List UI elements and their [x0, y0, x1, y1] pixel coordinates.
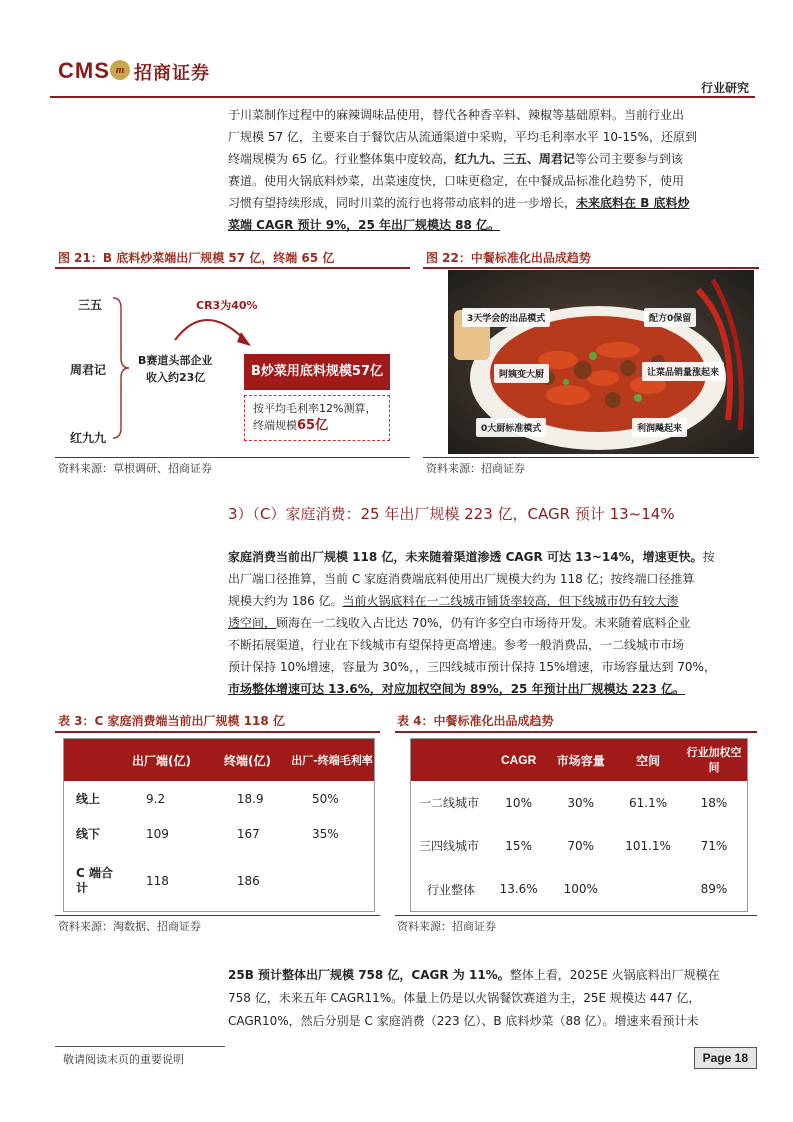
table-row [64, 852, 374, 911]
para1-line: 菜端 CAGR 预计 9%，25 年出厂规模达 88 亿。 [228, 218, 501, 232]
figure-21-top-rule [55, 267, 410, 269]
figure-22-bottom-rule [423, 457, 759, 458]
table-cell: 71% [700, 838, 728, 853]
para2-line: 家庭消费当前出厂规模 118 亿，未来随着渠道渗透 CAGR 可达 13~14%，增速更快。按 [228, 550, 715, 564]
table-cell [290, 852, 374, 911]
figure-22-title: 图 22：中餐标准化出品成趋势 [426, 251, 591, 265]
table-cell: 10% [505, 795, 532, 810]
table-cell: 18.9 [236, 791, 264, 806]
para2-line: 规模大约为 186 亿。当前火锅底料在一二线城市铺货率较高，但下线城市仍有较大渗 [228, 594, 679, 608]
table-3-top-rule [55, 731, 380, 733]
table-cell: 三四线城市 [419, 839, 480, 854]
table-cell: 18% [700, 795, 728, 810]
table-3-bottom-rule [55, 915, 380, 916]
table-row [64, 816, 374, 851]
table-cell: 50% [312, 791, 339, 806]
table-cell: 100% [563, 882, 598, 897]
tag-formula: 配方0保留 [644, 308, 696, 327]
table-4-title: 表 4：中餐标准化出品成趋势 [397, 714, 554, 728]
table-header-cell: 出厂-终端毛利率 [291, 753, 373, 767]
table-cell: 30% [567, 795, 595, 810]
table-4 [411, 739, 747, 911]
paragraph-2 [228, 546, 754, 700]
tag-profit-up: 利润飚起来 [632, 418, 687, 437]
table-header-cell: 空间 [636, 753, 661, 768]
table-cell: 70% [567, 838, 595, 853]
logo-company-name: 招商证券 [134, 63, 210, 84]
header-divider [50, 96, 755, 98]
table-cell: 109 [146, 826, 169, 841]
market-size-box: B炒菜用底料规模57亿 [244, 354, 390, 390]
table-row [64, 739, 374, 781]
footer-note: 敬请阅读末页的重要说明 [63, 1053, 184, 1066]
company-hongjiujiu: 红九九 [70, 431, 107, 445]
table-cell: 一二线城市 [419, 796, 480, 811]
table-3-title: 表 3：C 家庭消费端当前出厂规模 118 亿 [58, 714, 285, 728]
table-cell: 线下 [76, 827, 101, 842]
para2-line: 预计保持 10%增速，容量为 30%，，三四线城市预计保持 15%增速，市场容量达到 70%， [228, 660, 716, 674]
table-header-cell: 出厂端(亿) [131, 753, 191, 768]
para1-line: 赛道。使用火锅底料炒菜，出菜速度快，口味更稳定，在中餐成品标准化趋势下，使用 [228, 174, 685, 188]
table-row [411, 781, 747, 824]
table-cell: 101.1% [625, 838, 671, 853]
para2-line: 市场整体增速可达 13.6%，对应加权空间为 89%，25 年预计出厂规模达 223 亿。 [228, 682, 685, 696]
table-header-cell [411, 739, 491, 781]
table-cell: 61.1% [629, 795, 668, 810]
figure-22-top-rule [423, 267, 759, 269]
para2-line: 出厂端口径推算，当前 C 家庭消费端底料使用出厂规模大约为 118 亿；按终端口径推算 [228, 572, 695, 586]
table-cell: 89% [700, 882, 728, 897]
table-4-source: 资料来源：招商证券 [397, 920, 496, 933]
footer-rule [55, 1046, 225, 1047]
para2-line: 透空间，顾海在一二线收入占比达 70%，仍有许多空白市场待开发。未来随着底料企业 [228, 616, 691, 630]
table-row [411, 824, 747, 867]
table-3-source: 资料来源：淘数据、招商证券 [58, 920, 201, 933]
para1-line: 终端规模为 65 亿。行业整体集中度较高，红九九、三五、周君记等公司主要参与到该 [228, 152, 683, 166]
table-cell: 线上 [76, 792, 101, 807]
table-3 [64, 739, 374, 911]
table-cell: C 端合计 [76, 866, 113, 896]
table-cell: 186 [236, 874, 260, 889]
table-header-cell: 终端(亿) [223, 753, 271, 768]
table-cell: 118 [146, 874, 169, 889]
para3-line: 25B 预计整体出厂规模 758 亿，CAGR 为 11%。整体上看，2025E 火锅底料出厂规模在 [228, 968, 720, 982]
para1-line: 于川菜制作过程中的麻辣调味品使用，替代各种香辛料、辣椒等基础原料。当前行业出 [228, 108, 685, 122]
table-cell: 15% [505, 838, 532, 853]
company-zhoujunji: 周君记 [70, 363, 107, 377]
logo-mark-icon: m [110, 60, 130, 80]
table-header-cell: 市场容量 [556, 753, 605, 768]
para3-line: CAGR10%，然后分别是 C 家庭消费（223 亿）、B 底料炒菜（88 亿）。增速来看预计未 [228, 1014, 699, 1028]
figure-21-bottom-rule [55, 457, 410, 458]
page-number: Page 18 [694, 1047, 757, 1069]
tag-3day-mode: 3天学会的出品模式 [462, 308, 550, 327]
brace-shape [113, 298, 129, 438]
table-header-cell [64, 739, 118, 781]
paragraph-3 [228, 964, 754, 1033]
table-4-bottom-rule [395, 915, 757, 916]
table-row [411, 739, 747, 781]
table-row [64, 781, 374, 816]
terminal-size-box: 按平均毛利率12%测算， 终端规模65亿 [244, 395, 390, 441]
table-cell: 13.6% [499, 882, 538, 897]
para2-line: 不断拓展渠道，行业在下线城市有望保持更高增速。参考一般消费品，一二线城市市场 [228, 638, 685, 652]
table-cell: 9.2 [146, 791, 166, 806]
table-4-top-rule [395, 731, 757, 733]
table-row [411, 868, 747, 911]
paragraph-1 [228, 104, 754, 236]
table-header-cell: 行业加权空间 [686, 746, 742, 774]
table-3-frame [63, 738, 375, 912]
table-cell: 35% [312, 826, 339, 841]
company-sanwu: 三五 [78, 298, 103, 312]
report-category: 行业研究 [700, 81, 749, 95]
table-cell [615, 868, 681, 911]
table-4-frame [410, 738, 748, 912]
tag-aunt-chef: 阿姨变大厨 [494, 364, 549, 383]
para1-line: 习惯有望持续形成，同时川菜的流行也将带动底料的进一步增长，未来底料在 B 底料炒 [228, 196, 690, 210]
spicy-dish-photo [448, 270, 754, 454]
para3-line: 758 亿，未来五年 CAGR11%。体量上仍是以火锅餐饮赛道为主，25E 规模达 447 亿， [228, 991, 701, 1005]
figure-21-source: 资料来源：草根调研、招商证券 [58, 462, 212, 475]
tag-zero-chef: 0大厨标准模式 [476, 418, 546, 437]
table-cell: 行业整体 [427, 882, 476, 897]
para1-line: 厂规模 57 亿，主要来自于餐饮店从流通渠道中采购，平均毛利率水平 10-15%，还原到 [228, 130, 697, 144]
table-cell: 167 [236, 826, 260, 841]
figure-21-title: 图 21：B 底料炒菜端出厂规模 57 亿，终端 65 亿 [58, 251, 335, 265]
tag-sales-up: 让菜品销量涨起来 [642, 362, 724, 381]
growth-arrow [175, 320, 245, 340]
figure-22-source: 资料来源：招商证券 [426, 462, 525, 475]
section-3-heading: 3）（C）家庭消费：25 年出厂规模 223 亿，CAGR 预计 13~14% [228, 505, 675, 523]
logo-cms: CMS [58, 58, 110, 83]
head-companies-label: B赛道头部企业 收入约23亿 [138, 354, 213, 384]
table-header-cell: CAGR [500, 753, 537, 767]
cr3-label: CR3为40% [196, 299, 258, 312]
